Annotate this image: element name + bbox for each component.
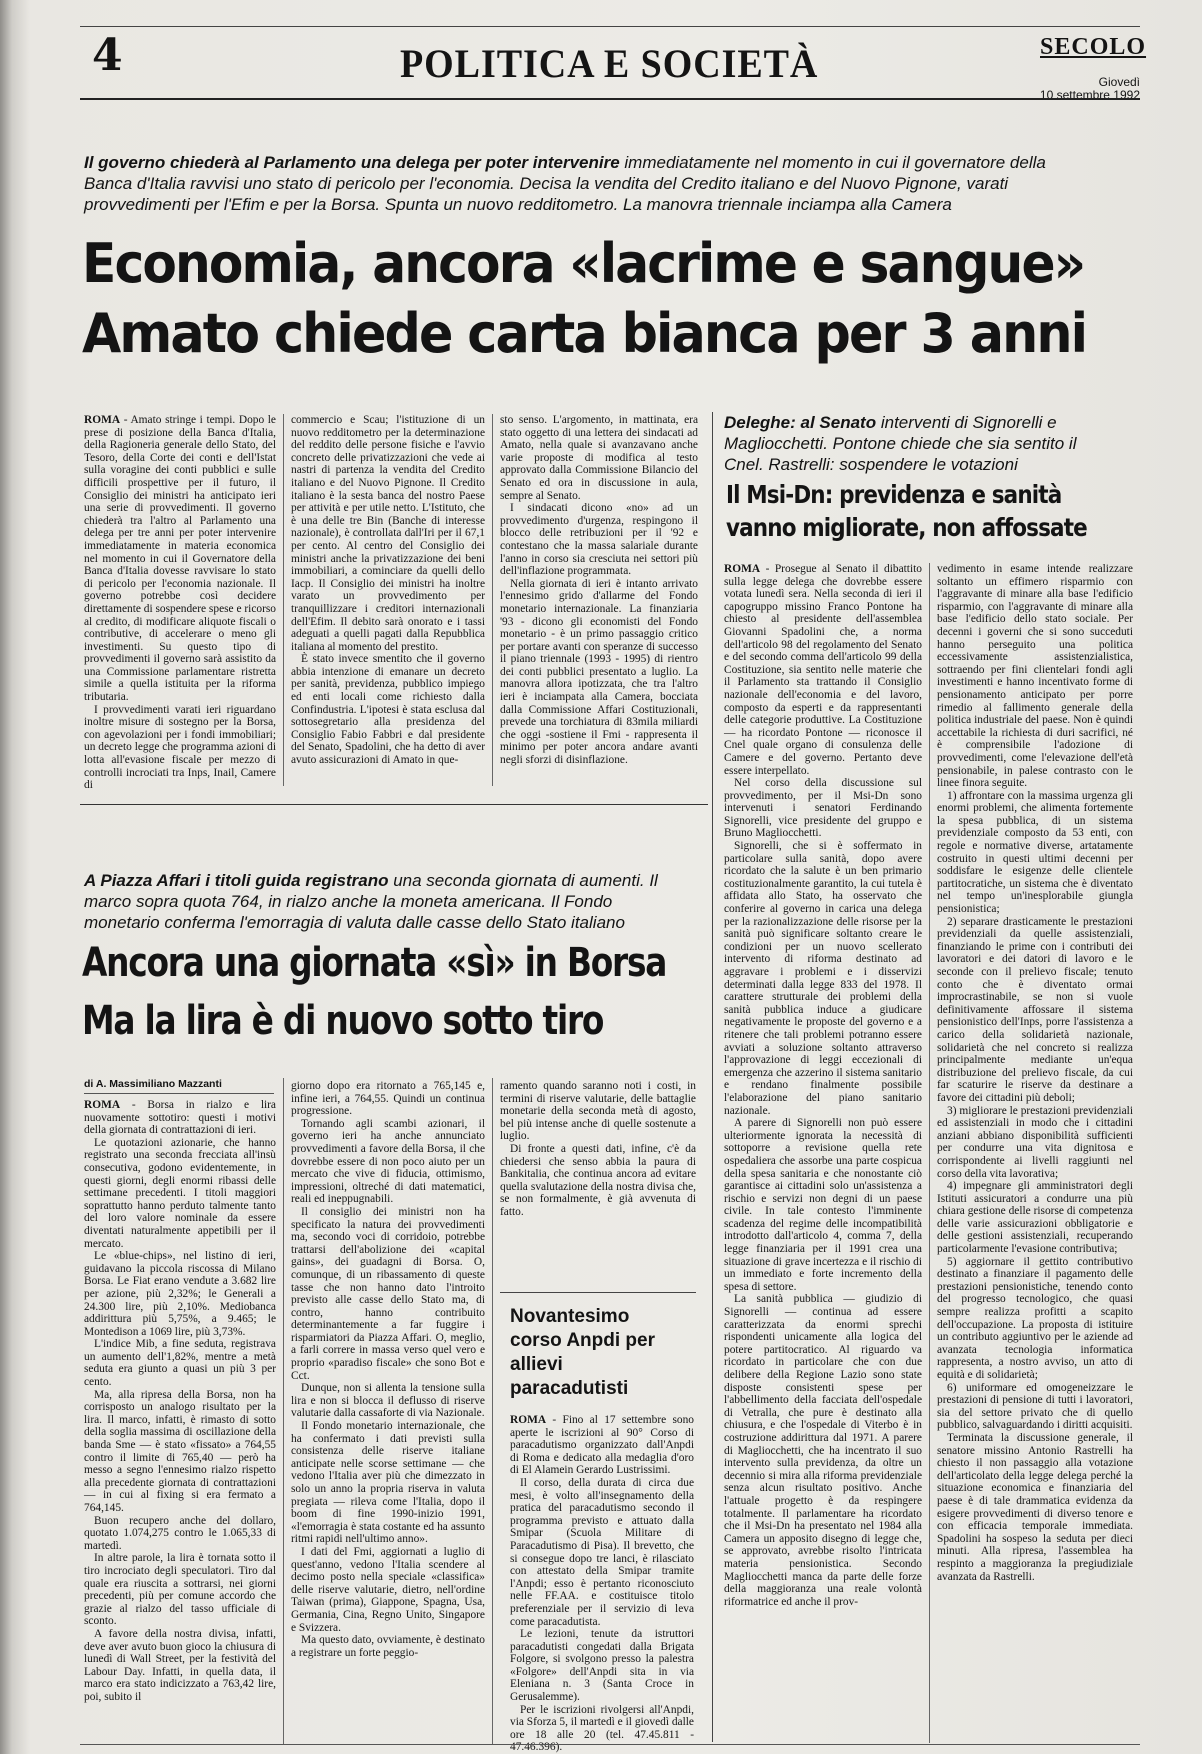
column-rule [492, 414, 493, 786]
column-rule [929, 563, 930, 1743]
story2-text-1e: La sanità pubblica — giudizio di Signorelli — continua ad essere caratterizzata da enormi sprechi rispondenti unicamente alla logica del potere partitocratico. Al riguardo va ricordato in particolare che con due delibere della Regione Lazio sono state disposte consistenti spese per l'abbellimento della facciata dell'ospedale di Vetralla, che pure è destinato alla chiusura, e che l'ospedale di Viterbo è in costruzione addirittura dal 1971. A parere di Magliocchetti, che ha incentrato il suo intervento sulla previdenza, da oltre un decennio si mira alla riforma previdenziale senza alcun risultato positivo. Anche l'attuale progetto è da respingere totalmente. Il parlamentare ha ricordato che il Msi-Dn ha presentato nel 1984 alla Camera un apposito disegno di legge che, se approvato, avrebbe risolto l'intricata materia pensionistica. Secondo Magliocchetti manca da parte delle forze della maggioranza una reale volontà riformatrice ed anche il prov- [724, 1293, 922, 1608]
story4-text-3: Le lezioni, tenute da istruttori paracadutisti congedati dalla Brigata Folgore, si svolgono presso la palestra «Folgore» dell'Anpdi sita in via Eleniana n. 3 (Santa Croce in Gerusalemme). [510, 1628, 694, 1704]
story3-text-2g: Ma questo dato, ovviamente, è destinato a registrare un forte peggio- [291, 1634, 485, 1659]
story-separator [80, 804, 708, 805]
top-rule [80, 26, 1140, 27]
story2-kicker-rest: interventi di Signorelli e Magliocchetti. Pontone chiede che sia sentito il Cnel. Rastrelli: sospendere le votazioni [724, 413, 1077, 474]
story2-text-2c: 2) separare drasticamente le prestazioni previdenziali da quelle assistenziali, finanziando le prime con i contributi dei lavoratori e dei datori di lavoro e le seconde con il prelievo fiscale; tenuto conto che è diventato ormai improcrastinabile, se non si vuole definitivamente affossare il sistema pensionistico dell'Inps, porre l'assistenza a carico della solidarietà nazionale, solidarietà che nel concreto si realizza principalmente mediante un'equa distribuzione del prelievo fiscale, da cui far scaturire le riserve da destinare a favore dei cittadini più deboli; [937, 915, 1133, 1104]
story3-text-2b: Tornando agli scambi azionari, il governo ieri ha anche annunciato provvedimenti a favore della Borsa, il che dovrebbe essere di non poco aiuto per un mercato che vive di fiducia, ottimismo, impressioni, oltreché di dati matematici, reali ed ineppugnabili. [291, 1117, 485, 1206]
story2-text-2b: 1) affrontare con la massima urgenza gli enormi problemi, che alimenta fortemente la spesa pubblica, di un sistema previdenziale composto da 53 enti, con regole e normative diverse, artatamente costruito in questi ultimi decenni per soddisfare le esigenze delle clientele partitocratiche, un sistema che è diventato nel tempo un'inesplorabile giungla pensionistica; [937, 789, 1133, 916]
story3-text-1h: A favore della nostra divisa, infatti, deve aver avuto buon gioco la chiusura di lunedì di Wall Street, per la festività del Labour Day. Infatti, in quella data, il marco era stato indicizzato a 763,42 lire, poi, subito il [84, 1627, 276, 1703]
story1-column-3 [500, 414, 698, 786]
weekday: Giovedì [1098, 75, 1140, 89]
story3-text-1b: Le quotazioni azionarie, che hanno registrato una seconda frecciata all'insù consecutiva, godono evidentemente, in questi giorni, degli enormi ribassi delle settimane precedenti. I titoli maggiori soprattutto hanno perduto talmente tanto del loro valore nominale da essere diventati naturalmente appetibili per il mercato. [84, 1136, 276, 1250]
story2-dateline: ROMA [724, 563, 761, 575]
story3-text-1c: Le «blue-chips», nel listino di ieri, guidavano la piccola riscossa di Milano Borsa. Le Fiat erano vendute a 3.682 lire per azione, più 2,32%; le Generali a 24.300 lire, più 2,10%. Mediobanca addirittura più 5,75%, a 9.465; le Montedison a 1069 lire, più 3,73%. [84, 1250, 276, 1338]
story2-text-2g: 6) uniformare ed omogeneizzare le prestazioni di pensione di tutti i lavoratori, sia del settore privato che di quello pubblico, salvaguardando i diritti acquisiti. [937, 1381, 1133, 1432]
story3-text-3: ramento quando saranno noti i costi, in termini di riserve valutarie, delle battaglie monetarie della seconda metà di agosto, bel più intense anche di quelle sostenute a luglio. [500, 1080, 696, 1143]
story1-text-2b: È stato invece smentito che il governo abbia intenzione di emanare un decreto per sanità, previdenza, pubblico impiego ed enti locali come richiesto dalla Confindustria. L'ipotesi è stata esclusa dal sottosegretario alla presidenza del Consiglio Fabio Fabbri e dal presidente del Senato, Spadolini, che ha detto di aver avuto assicurazioni di Amato in que- [291, 653, 485, 767]
story1-kicker [84, 152, 1074, 215]
story3-text-2d: Dunque, non si allenta la tensione sulla lira e non si blocca il deflusso di riserve valutarie dalla cassaforte di via Nazionale. [291, 1382, 485, 1420]
bottom-rule [80, 1744, 1140, 1745]
column-rule [492, 1078, 493, 1744]
story2-text-1: - Prosegue al Senato il dibattito sulla legge delega che dovrebbe essere votata lunedì sera. Nella seconda di ieri il capogruppo missino Franco Pontone ha chiesto al presidente dell'assemblea Giovanni Spadolini che, a norma dell'articolo 98 del regolamento del Senato e del secondo comma dell'articolo 99 della Costituzione, sia sentito nelle materie che il Parlamento sta trattando il Consiglio nazionale dell'economia e del lavoro, composto da esperti e da rappresentanti delle categorie produttive. La Costituzione — ha ricordato Pontone — riconosce il Cnel quale organo di consulenza delle Camere e del governo. Pertanto deve essere interpellato. [724, 563, 922, 777]
story3-kicker-rest: una seconda giornata di aumenti. Il marco sopra quota 764, in rialzo anche la moneta americana. Il Fondo monetario conferma l'emorragia di valuta dalle casse dello Stato italiano [84, 871, 658, 932]
story3-text-1g: In altre parole, la lira è tornata sotto il tiro incrociato degli speculatori. Tiro dal quale era riuscita a sottrarsi, nei giorni precedenti, più per comune accordo che grazie al rialzo del tasso ufficiale di sconto. [84, 1552, 276, 1628]
story1-text-3: sto senso. L'argomento, in mattinata, era stato oggetto di una lettera dei sindacati ad Amato, nella quale si avanzavano anche varie proposte di modifica al testo approvato dalla Commissione Bilancio del Senato ed ora in discussione in aula, sempre al Senato. [500, 414, 698, 502]
story1-headline-2: Amato chiede carta bianca per 3 anni [82, 302, 1087, 365]
story4-dateline: ROMA [510, 1414, 547, 1426]
story2-headline-1: Il Msi-Dn: previdenza e sanità [726, 480, 1062, 509]
story3-text-2c: Il consiglio dei ministri non ha specificato la natura dei provvedimenti ma, secondo voci di corridoio, potrebbe trattarsi dell'abolizione dei «capital gains», dei guadagni di Borsa. O, comunque, di un ribassamento di queste tasse che non hanno dato l'introito previsto alle casse dello Stato ma, di contro, hanno contribuito determinantemente a far fuggire i risparmiatori da Piazza Affari. O, meglio, a farli correre in massa verso quel vero e proprio «paradiso fiscale» che sono Bot e Cct. [291, 1205, 485, 1382]
story1-column-2 [291, 414, 485, 786]
story3-text-1: - Borsa in rialzo e lira nuovamente sottotiro: questi i motivi della giornata di contrattazioni di ieri. [84, 1099, 276, 1137]
story3-text-2e: Il Fondo monetario internazionale, che ha confermato i dati previsti sulla consistenza delle riserve italiane anticipate nelle scorse settimane — che vedono l'Italia aver più che dimezzato in solo un anno la propria riserva in valuta pregiata — rileva come l'Italia, dopo il boom di fine 1990-inizio 1991, «l'emorragia è stata costante ed ha assunto ritmi rapidi nell'ultimo anno». [291, 1420, 485, 1546]
story2-text-2d: 3) migliorare le prestazioni previdenziali ed assistenziali in modo che i cittadini anziani abbiano disponibilità sufficienti per condurre una vita dignitosa e corrispondente ai livelli raggiunti nel corso della vita lavorativa; [937, 1104, 1133, 1180]
story3-headline-2: Ma la lira è di nuovo sotto tiro [82, 998, 604, 1044]
story2-text-2f: 5) aggiornare il gettito contributivo destinato a finanziare il pagamento delle prestazioni pensionistiche, tenendo conto del progresso tecnologico, che quasi sempre realizza profitti a scapito dell'occupazione. La proposta di istituire un contributo aggiuntivo per le aziende ad avanzata tecnologia informatica rappresenta, a nostro avviso, un atto di equità e di solidarietà; [937, 1255, 1133, 1381]
story1-dateline: ROMA [84, 414, 121, 426]
story3-text-1f: Buon recupero anche del dollaro, quotato 1.074,275 contro le 1.065,33 di martedì. [84, 1514, 276, 1552]
story1-para [84, 414, 276, 704]
column-rule [283, 1078, 284, 1744]
story1-headline-1: Economia, ancora «lacrime e sangue» [82, 232, 1085, 295]
story3-text-3b: Di fronte a questi dati, infine, c'è da chiedersi che senso abbia la paura di Bankitalia, che continua ancora ad evitare quella svalutazione della nostra divisa che, se non formalmente, è già avvenuta di fatto. [500, 1142, 696, 1218]
byline-rule [84, 1093, 274, 1094]
story1-text-3b: I sindacati dicono «no» ad un provvedimento d'urgenza, respingono il blocco delle retribuzioni per il '92 e contestano che la massa salariale durante l'anno in corso sia cresciuta nei settori più dell'inflazione programmata. [500, 502, 698, 578]
story4-para [510, 1414, 694, 1477]
story4-text-1: - Fino al 17 settembre sono aperte le iscrizioni al 90° Corso di paracadutismo organizzato dall'Anpdi di Roma e dedicato alla medaglia d'oro di El Alamein Gerardo Lustrissimi. [510, 1414, 694, 1477]
story1-text-1b: I provvedimenti varati ieri riguardano inoltre misure di sostegno per la Borsa, con agevolazioni per i fondi immobiliari; un decreto legge che programma azioni di lotta all'evasione fiscale per mezzo di controlli incrociati tra Inps, Inail, Camere di [84, 703, 276, 792]
story3-byline: di A. Massimiliano Mazzanti [84, 1078, 222, 1090]
section-title: POLITICA E SOCIETÀ [400, 41, 819, 86]
story1-kicker-bold: Il governo chiederà al Parlamento una delega per poter intervenire [84, 153, 620, 172]
column-rule [283, 414, 284, 786]
story2-text-2e: 4) impegnare gli amministratori degli Istituti assicuratori a condurre una più chiara gestione delle risorse di competenza delle varie assicurazioni obbligatorie e delle gestioni assistenziali, recuperando particolarmente l'evasione contributiva; [937, 1180, 1133, 1256]
story3-text-1e: Ma, alla ripresa della Borsa, non ha corrisposto un analogo risultato per la lira. Il marco, infatti, è rimasto di sotto della soglia massima di oscillazione della banda Sme — è stato «fissato» a 764,55 contro il limite di 765,40 — però ha messo a segno l'ennesimo rialzo rispetto alla precedente giornata di contrattazioni — in cui al fixing si era fermato a 764,145. [84, 1388, 276, 1514]
story2-kicker-bold: Deleghe: al Senato [724, 413, 877, 432]
story2-kicker [724, 412, 1084, 475]
story2-para [724, 563, 922, 777]
story3-dateline: ROMA [84, 1099, 121, 1111]
box-top-rule [500, 1292, 696, 1293]
story2-text-1d: A parere di Signorelli non può essere ulteriormente ignorata la necessità di sottoporre a revisione quella rete ospedaliera che assorbe una parte cospicua della spesa sanitaria e che nonostante ciò garantisce ai cittadini solo un'assistenza a rischio e servizi non degni di un paese civile. In tale contesto l'imminente scadenza del regime delle incompatibilità introdotto dall'articolo 4, comma 7, della legge finanziaria per il 1991 crea una situazione di grave incertezza e il rischio di un immediato e forte incremento della spesa di settore. [724, 1117, 922, 1293]
story1-text-3c: Nella giornata di ieri è intanto arrivato l'ennesimo grido d'allarme del Fondo monetario internazionale. La finanziaria '93 - dicono gli economisti del Fondo monetario - è un primo passaggio critico per portare avanti con speranze di successo il piano triennale (1993 - 1995) di rientro dei conti pubblici presentato a luglio. La manovra allora ipotizzata, che tra l'altro ieri è inciampata alla Camera, bocciata dalla Commissione Affari Costituzionali, prevede una torchiatura di 83mila miliardi che oggi -sostiene il Fmi - rappresenta il minimo per poter ancora andare avanti negli sforzi di disinflazione. [500, 577, 698, 767]
story2-text-2h: Terminata la discussione generale, il senatore missino Antonio Rastrelli ha chiesto il non passaggio alla votazione dell'articolato della legge delega perché la situazione economica e finanziaria del paese è di tale drammatica evidenza da esigere provvedimenti di diverso tenore e con efficacia temporale immediata. Spadolini ha sospeso la seduta per dieci minuti. Alla ripresa, l'assemblea ha respinto a maggioranza la pregiudiziale avanzata da Rastrelli. [937, 1431, 1133, 1583]
story2-text-2: vedimento in esame intende realizzare soltanto un effimero risparmio con l'aggravante di minare alla base l'edificio risparmio, con l'aggravante di minare alla base l'edificio dello stato sociale. Per decenni i governi che si sono succeduti hanno perseguito una politica eccessivamente assistenzialistica, sottraendo per fini clientelari fondi agli investimenti e hanno incentivato forme di pensionamento anticipato per porre rimedio al fallimento generale della politica industriale del paese. Non è quindi accettabile la richiesta di duri sacrifici, né è comprensibile l'adozione di provvedimenti, come l'elevazione dell'età pensionabile, in palese contrasto con le linee finora seguite. [937, 563, 1133, 790]
story3-kicker [84, 870, 684, 933]
story1-kicker-rest: immediatamente nel momento in cui il governatore della Banca d'Italia ravvisi uno stato di pericolo per l'economia. Decisa la vendita del Credito italiano e del Nuovo Pignone, varati provvedimenti per l'Efim e per la Borsa. Spunta un nuovo redditometro. La manovra triennale inciampa alla Camera [84, 153, 1046, 214]
story3-column-2 [291, 1080, 485, 1744]
story2-text-1b: Nel corso della discussione sul provvedimento, per il Msi-Dn sono intervenuti i senatori Ferdinando Signorelli, vice presidente del gruppo e Bruno Magliocchetti. [724, 777, 922, 840]
story3-kicker-bold: A Piazza Affari i titoli guida registrano [84, 871, 389, 890]
story3-headline-1: Ancora una giornata «sì» in Borsa [82, 940, 667, 986]
story3-para [84, 1099, 276, 1137]
story3-text-2: giorno dopo era ritornato a 765,145 e, infine ieri, a 764,55. Quindi un continua progressione. [291, 1080, 485, 1118]
story4-text-2: Il corso, della durata di circa due mesi, è volto all'insegnamento della pratica del paracadutismo secondo il programma previsto e attuato dalla Smipar (Scuola Militare di Paracadutismo di Pisa). Il brevetto, che si consegue dopo tre lanci, è rilasciato con attestato della Smipar tramite l'Anpdi; esso è pertanto riconosciuto nelle FF.AA. e costituisce titolo preferenziale per il servizio di leva come paracadutista. [510, 1476, 694, 1628]
story3-column-3 [500, 1080, 696, 1280]
story3-text-2f: I dati del Fmi, aggiornati a luglio di quest'anno, vedono l'Italia scendere al decimo posto nella speciale «classifica» delle riserve valutarie, dietro, nell'ordine Taiwan (prima), Giappone, Spagna, Usa, Germania, Cina, Regno Unito, Singapore e Svizzera. [291, 1545, 485, 1634]
story4-text-4: Per le iscrizioni rivolgersi all'Anpdi, via Sforza 5, il martedì e il giovedì dalle ore 18 alle 20 (tel. 47.45.811 - 47.46.396). [510, 1703, 694, 1754]
story4-headline: Novantesimo corso Anpdi per allievi paracadutisti [510, 1306, 655, 1399]
main-column-rule [712, 412, 713, 1742]
story1-column-1 [84, 414, 276, 792]
story3-column-1 [84, 1099, 276, 1745]
story4-body [510, 1414, 694, 1754]
masthead-logo: SECOLO [1040, 34, 1147, 60]
story3-text-1d: L'indice Mib, a fine seduta, registrava un aumento dell'1,82%, mentre a metà seduta era giunto a quasi un più 3 per cento. [84, 1338, 276, 1389]
header-rule [80, 98, 1140, 100]
page-number: 4 [92, 30, 123, 81]
story1-text-1: - Amato stringe i tempi. Dopo le prese di posizione della Banca d'Italia, della Ragioneria generale dello Stato, del Tesoro, della Corte dei conti e dell'Istat sulla voragine dei conti pubblici e sulle difficili prospettive per il futuro, il Consiglio dei ministri ha anticipato ieri una serie di provvedimenti. Il governo chiederà tra l'altro al Parlamento una delega per tre anni per poter intervenire immediatamente in materia economica nel momento in cui il Governatore della Banca d'Italia dovesse ravvisare lo stato di pericolo per l'economia nazionale. Il governo potrebbe così decidere direttamente di sospendere spese e ricorso al credito, di modificare aliquote fiscali o contributive, di accelerare o meno gli investimenti. Su questo tipo di provvedimenti il governo sarà assistito da una Commissione parlamentare ristretta simile a quella istituita per la riforma tributaria. [84, 414, 276, 704]
story2-headline-2: vanno migliorate, non affossate [726, 513, 1087, 542]
story2-column-2 [937, 563, 1133, 1743]
story1-text-2: commercio e Scau; l'istituzione di un nuovo redditometro per la determinazione del reddito delle persone fisiche e l'avvio concreto delle privatizzazioni che vede ai nastri di partenza la vendita del Credito italiano e del Nuovo Pignone. Il Credito italiano è la sesta banca del nostro Paese per attività e per utile netto. L'Istituto, che è una delle tre Bin (Banche di interesse nazionale), è controllata dall'Iri per il 67,1 per cento. Al centro del Consiglio dei ministri anche la privatizzazione dei beni immobiliari, a cominciare da quelli dello Iacp. Il Consiglio dei ministri ha inoltre varato un provvedimento per tranquillizzare i creditori internazionali dell'Efim. Il debito sarà onorato e i tassi adeguati a quelli pagati dalla Repubblica italiana al momento del prestito. [291, 414, 485, 653]
story2-column-1 [724, 563, 922, 1743]
story2-text-1c: Signorelli, che si è soffermato in particolare sulla sanità, dopo avere ricordato che la salute è un ben primario costituzionalmente garantito, la cui tutela è affidata allo Stato, ha osservato che conferire al governo in carica una delega per la razionalizzazione delle risorse per la sanità può significare soltanto creare le condizioni per un nuovo scellerato intervento di riforma destinato ad aggravare i problemi e i disservizi determinati dalla legge 833 del 1978. Il carattere strutturale dei problemi della sanità pubblica induce a giudicare negativamente le proposte del governo e a ritenere che tali problemi potranno essere avviati a soluzione soltanto attraverso l'approvazione di leggi eccezionali di emergenza che azzerino il sistema sanitario e rendano finalmente possibile l'elaborazione del piano sanitario nazionale. [724, 840, 922, 1117]
date: 10 settembre 1992 [1039, 88, 1140, 102]
